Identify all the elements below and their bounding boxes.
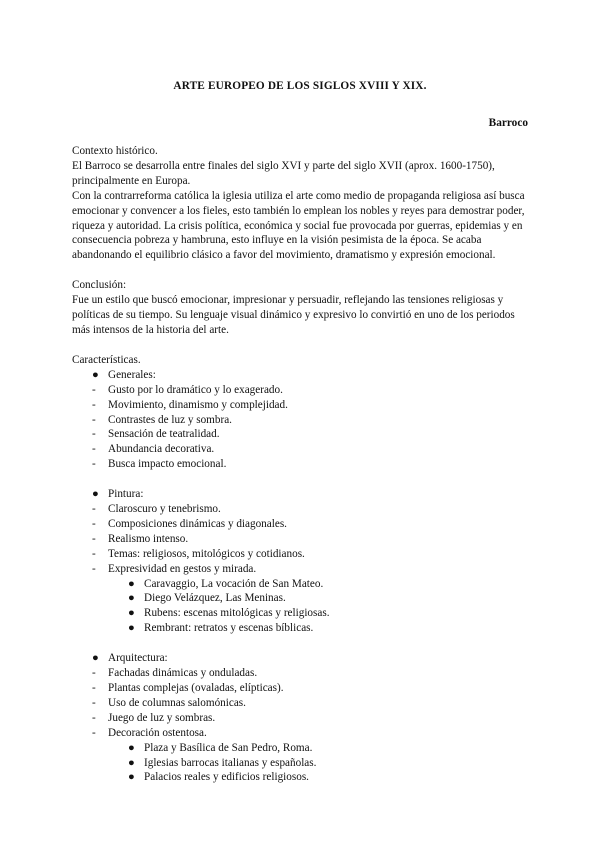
bullet-glyph: ● [128,771,135,784]
bullet-glyph: ● [128,607,135,620]
list-item [72,547,532,562]
list-item [72,517,532,532]
pintura-item: Realismo intenso. [108,532,189,545]
list-item [72,711,532,726]
list-item [72,532,532,547]
generales-bullet [72,368,532,383]
dash-glyph: - [92,562,96,575]
arquitectura-item: Plantas complejas (ovaladas, elípticas). [108,682,284,694]
list-item [72,681,532,696]
example-item [72,741,532,756]
dash-glyph: - [92,428,96,441]
example-item [72,756,532,771]
generales-item: Gusto por lo dramático y lo exagerado. [108,383,283,396]
bullet-glyph: ● [92,368,99,381]
spacer [72,472,532,487]
spacer [72,338,532,353]
arquitectura-example: Plaza y Basílica de San Pedro, Roma. [144,741,313,754]
list-item [72,457,532,472]
list-item [72,427,532,442]
dash-glyph: - [92,696,96,709]
dash-glyph: - [92,547,96,560]
spacer [72,636,532,651]
subject-heading: Barroco [488,117,528,129]
list-item [72,383,532,398]
example-item [72,606,532,621]
arquitectura-bullet [72,651,532,666]
document-body [72,144,532,785]
arquitectura-example: Palacios reales y edificios religiosos. [144,771,309,784]
contexto-heading: Contexto histórico. [72,145,158,157]
arquitectura-item: Fachadas dinámicas y onduladas. [108,667,258,680]
generales-item: Abundancia decorativa. [108,443,215,456]
generales-item: Contrastes de luz y sombra. [108,413,232,426]
bullet-glyph: ● [92,488,99,501]
contexto-paragraph-1: El Barroco se desarrolla entre finales del siglo XVI y parte del siglo XVII (aprox. 1600-1750), principalmente en Europa. [72,159,495,187]
dash-glyph: - [92,458,96,471]
pintura-example: Diego Velázquez, Las Meninas. [144,592,286,605]
bullet-glyph: ● [128,577,135,590]
conclusion-heading: Conclusión: [72,279,127,292]
arquitectura-item: Uso de columnas salomónicas. [108,696,246,709]
pintura-item: Temas: religiosos, mitológicos y cotidianos. [108,547,305,560]
dash-glyph: - [92,443,96,456]
example-item [72,621,532,636]
dash-glyph: - [92,413,96,426]
pintura-item: Composiciones dinámicas y diagonales. [108,517,287,530]
list-item [72,398,532,413]
dash-glyph: - [92,532,96,545]
pintura-item: Expresividad en gestos y mirada. [108,562,257,575]
bullet-glyph: ● [92,652,99,665]
dash-glyph: - [92,398,96,411]
dash-glyph: - [92,383,96,396]
dash-glyph: - [92,726,96,739]
pintura-item: Claroscuro y tenebrismo. [108,503,221,516]
pintura-label: Pintura: [108,488,144,501]
bullet-glyph: ● [128,622,135,635]
example-item [72,591,532,606]
list-item [72,696,532,711]
generales-item: Sensación de teatralidad. [108,428,220,441]
pintura-example: Caravaggio, La vocación de San Mateo. [144,577,324,590]
list-item [72,562,532,577]
spacer [72,263,532,278]
pintura-example: Rubens: escenas mitológicas y religiosas. [144,607,330,620]
arquitectura-example: Iglesias barrocas italianas y españolas. [144,756,317,769]
arquitectura-item: Decoración ostentosa. [108,726,207,739]
bullet-glyph: ● [128,756,135,769]
list-item [72,442,532,457]
dash-glyph: - [92,711,96,724]
list-item [72,666,532,681]
contexto-paragraph-2: Con la contrarreforma católica la iglesia utiliza el arte como medio de propaganda religiosa así busca emocionar y convencer a los fieles, esto también lo emplean los nobles y reyes para demostrar poder, riqueza y autoridad. La crisis política, económica y social fue provocada por guerras, epidemias y en consecuencia pobreza y hambruna, esto influye en la visión pesimista de la época. Se acaba abandonando el equilibrio clásico a favor del movimiento, dramatismo y expresión emocional. [72,189,525,262]
example-item [72,577,532,592]
bullet-glyph: ● [128,741,135,754]
list-item [72,726,532,741]
conclusion-paragraph: Fue un estilo que buscó emocionar, impresionar y persuadir, reflejando las tensiones religiosas y políticas de su tiempo. Su lenguaje visual dinámico y expresivo lo convirtió en uno de los periodos más intensos de la historia del arte. [72,294,515,336]
dash-glyph: - [92,667,96,680]
pintura-example: Rembrant: retratos y escenas bíblicas. [144,622,314,635]
arquitectura-item: Juego de luz y sombras. [108,711,216,724]
example-item [72,770,532,785]
bullet-glyph: ● [128,592,135,605]
dash-glyph: - [92,517,96,530]
list-item [72,502,532,517]
dash-glyph: - [92,503,96,516]
arquitectura-label: Arquitectura: [108,652,168,665]
generales-item: Busca impacto emocional. [108,458,227,471]
dash-glyph: - [92,682,96,694]
list-item [72,413,532,428]
pintura-bullet [72,487,532,502]
generales-item: Movimiento, dinamismo y complejidad. [108,398,288,411]
generales-label: Generales: [108,368,156,381]
document-title: ARTE EUROPEO DE LOS SIGLOS XVIII Y XIX. [173,80,427,92]
caracteristicas-heading: Características. [72,353,141,366]
